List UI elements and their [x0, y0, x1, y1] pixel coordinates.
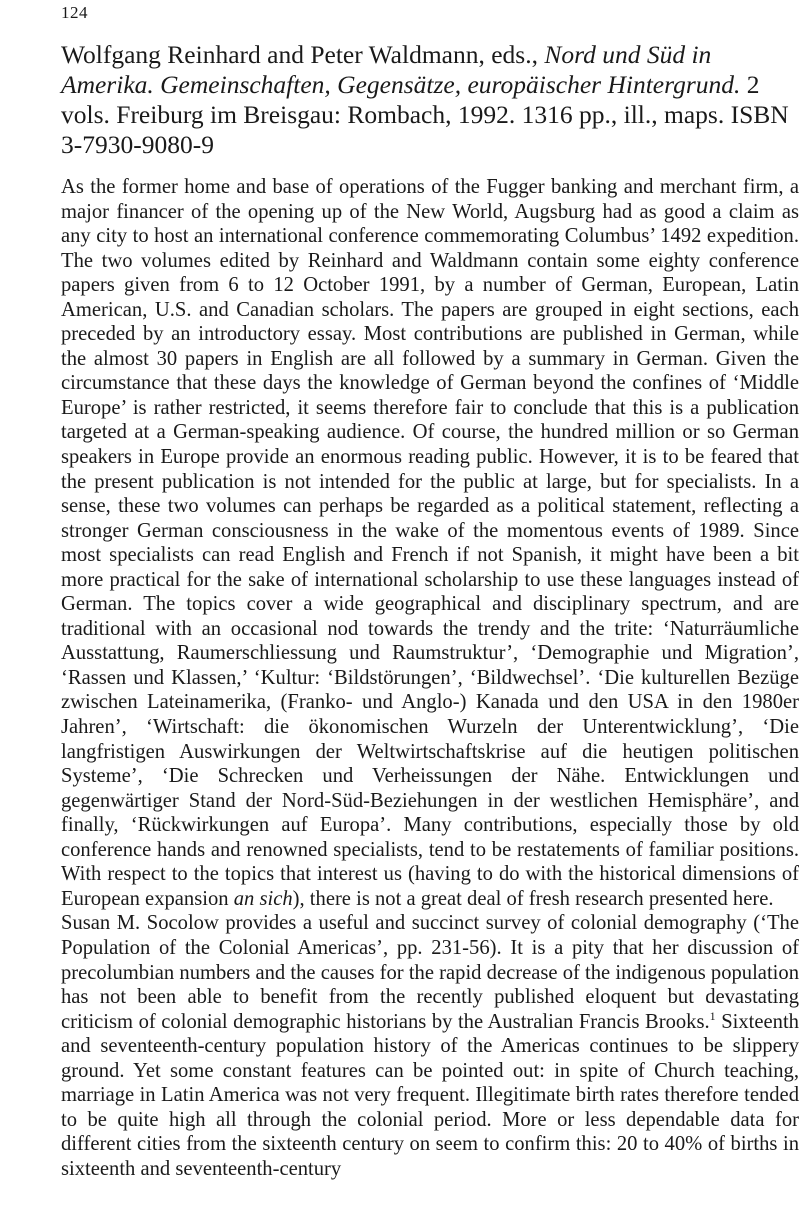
paragraph-1-italic-phrase: an sich [233, 887, 293, 910]
review-body [61, 175, 799, 1181]
paragraph-1-text-b: ), there is not a great deal of fresh research presented here. [292, 887, 774, 910]
review-heading [61, 40, 799, 160]
heading-title: Nord und Süd in Amerika. Gemeinschaften, Gegensätze, europäischer Hintergrund. [61, 40, 741, 99]
paragraph-2 [61, 911, 799, 1181]
heading-publication: 2 vols. Freiburg im Breisgau: Rombach, 1992. 1316 pp., ill., maps. ISBN 3-7930-9080-9 [61, 70, 789, 159]
paragraph-2-text-b: Sixteenth and seventeenth-century population history of the Americas continues to be slippery ground. Yet some constant features can be pointed out: in spite of Church teaching, marriage in Latin America was not very frequent. Illegitimate birth rates therefore tended to be quite high all through the colonial period. More or less dependable data for different cities from the sixteenth century on seem to confirm this: 20 to 40% of births in sixteenth and seventeenth-century [61, 1010, 799, 1180]
heading-editors: Wolfgang Reinhard and Peter Waldmann, eds., [61, 40, 538, 69]
paragraph-2-text-a: Susan M. Socolow provides a useful and succinct survey of colonial demography (‘The Population of the Colonial Americas’, pp. 231-56). It is a pity that her discussion of precolumbian numbers and the causes for the rapid decrease of the indigenous population has not been able to benefit from the recently published eloquent but devastating criticism of colonial demographic historians by the Australian Francis Brooks. [61, 912, 799, 1033]
footnote-ref-1[interactable]: 1 [709, 1008, 716, 1023]
paragraph-1-text-a: As the former home and base of operations of the Fugger banking and merchant firm, a major financer of the opening up of the New World, Augsburg had as good a claim as any city to host an international conference commemorating Columbus’ 1492 expedition. The two volumes edited by Reinhard and Waldmann contain some eighty conference papers given from 6 to 12 October 1991, by a number of German, European, Latin American, U.S. and Canadian scholars. The papers are grouped in eight sections, each preceded by an introductory essay. Most contributions are published in German, while the almost 30 papers in English are all followed by a summary in German. Given the circumstance that these days the knowledge of German beyond the confines of ‘Middle Europe’ is rather restricted, it seems therefore fair to conclude that this is a publication targeted at a German-speaking audience. Of course, the hundred million or so German speakers in Europe provide an enormous reading public. However, it is to be feared that the present publication is not intended for the public at large, but for specialists. In a sense, these two volumes can perhaps be regarded as a political statement, reflecting a stronger German consciousness in the wake of the momentous events of 1989. Since most specialists can read English and French if not Spanish, it might have been a bit more practical for the sake of international scholarship to use these languages instead of German. The topics cover a wide geographical and disciplinary spectrum, and are traditional with an occasional nod towards the trendy and the trite: ‘Naturräumliche Ausstattung, Raumerschliessung und Raumstruktur’, ‘Demographie und Migration’, ‘Rassen und Klassen,’ ‘Kultur: ‘Bildstörungen’, ‘Bildwechsel’. ‘Die kulturellen Bezüge zwischen Lateinamerika, (Franko- und Anglo-) Kanada und den USA in den 1980er Jahren’, ‘Wirtschaft: die ökonomischen Wurzeln der Unterentwicklung’, ‘Die langfristigen Auswirkungen der Weltwirtschaftskrise auf die heutigen politischen Systeme’, ‘Die Schrecken und Verheissungen der Nähe. Entwicklungen und gegenwärtiger Stand der Nord-Süd-Beziehungen in der westlichen Hemisphäre’, and finally, ‘Rückwirkungen auf Europa’. Many contributions, especially those by old conference hands and renowned specialists, tend to be restatements of familiar positions. With respect to the topics that interest us (having to do with the historical dimensions of European expansion [61, 176, 799, 910]
page-number: 124 [61, 3, 88, 22]
paragraph-1 [61, 175, 799, 911]
